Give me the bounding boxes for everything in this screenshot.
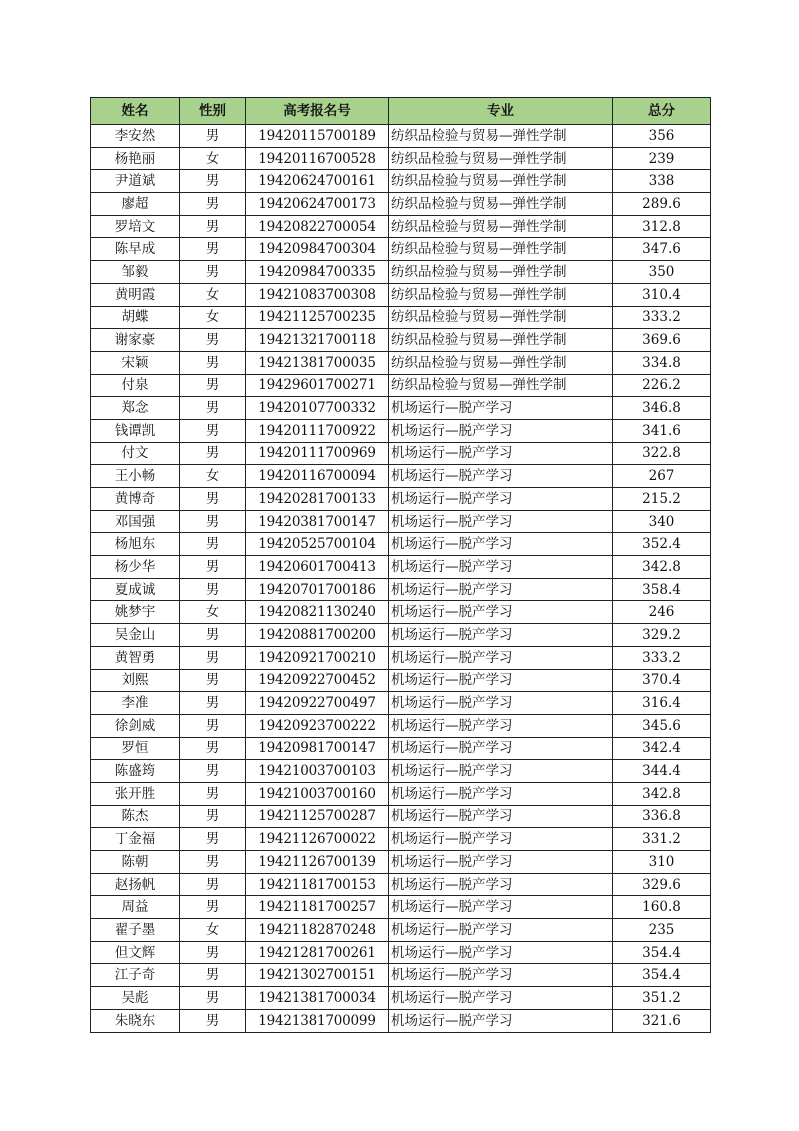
cell-gender: 女 [180, 465, 246, 488]
cell-gender: 女 [180, 147, 246, 170]
cell-exam-id: 19420624700173 [246, 193, 389, 216]
cell-gender: 男 [180, 851, 246, 874]
table-row [91, 987, 711, 1010]
cell-gender: 男 [180, 397, 246, 420]
table-row [91, 873, 711, 896]
cell-major: 机场运行—脱产学习 [389, 805, 613, 828]
cell-exam-id: 19420624700161 [246, 170, 389, 193]
table-row [91, 510, 711, 533]
cell-score: 346.8 [613, 397, 711, 420]
cell-score: 310 [613, 851, 711, 874]
cell-major: 机场运行—脱产学习 [389, 828, 613, 851]
cell-name: 黄博奇 [91, 488, 180, 511]
cell-score: 342.8 [613, 782, 711, 805]
cell-exam-id: 19420984700304 [246, 238, 389, 261]
table-row [91, 488, 711, 511]
cell-score: 331.2 [613, 828, 711, 851]
cell-major: 纺织品检验与贸易—弹性学制 [389, 147, 613, 170]
cell-major: 纺织品检验与贸易—弹性学制 [389, 193, 613, 216]
cell-major: 机场运行—脱产学习 [389, 510, 613, 533]
cell-score: 329.6 [613, 873, 711, 896]
cell-major: 机场运行—脱产学习 [389, 624, 613, 647]
cell-score: 226.2 [613, 374, 711, 397]
cell-gender: 男 [180, 215, 246, 238]
cell-major: 机场运行—脱产学习 [389, 601, 613, 624]
cell-major: 纺织品检验与贸易—弹性学制 [389, 374, 613, 397]
cell-name: 宋颖 [91, 351, 180, 374]
cell-major: 机场运行—脱产学习 [389, 941, 613, 964]
cell-major: 机场运行—脱产学习 [389, 1009, 613, 1032]
cell-score: 310.4 [613, 283, 711, 306]
cell-name: 徐剑威 [91, 714, 180, 737]
cell-name: 吴金山 [91, 624, 180, 647]
cell-major: 机场运行—脱产学习 [389, 987, 613, 1010]
cell-major: 机场运行—脱产学习 [389, 669, 613, 692]
cell-exam-id: 19429601700271 [246, 374, 389, 397]
table-row [91, 329, 711, 352]
cell-major: 机场运行—脱产学习 [389, 465, 613, 488]
cell-major: 机场运行—脱产学习 [389, 714, 613, 737]
cell-score: 329.2 [613, 624, 711, 647]
cell-gender: 男 [180, 714, 246, 737]
cell-exam-id: 19421182870248 [246, 919, 389, 942]
cell-name: 罗恒 [91, 737, 180, 760]
cell-major: 机场运行—脱产学习 [389, 964, 613, 987]
cell-score: 350 [613, 261, 711, 284]
cell-exam-id: 19420923700222 [246, 714, 389, 737]
cell-gender: 男 [180, 556, 246, 579]
cell-exam-id: 19421003700160 [246, 782, 389, 805]
table-row [91, 1009, 711, 1032]
cell-name: 姚梦宇 [91, 601, 180, 624]
cell-gender: 男 [180, 329, 246, 352]
table-row [91, 215, 711, 238]
table-row [91, 624, 711, 647]
cell-exam-id: 19421003700103 [246, 760, 389, 783]
cell-score: 369.6 [613, 329, 711, 352]
cell-score: 341.6 [613, 419, 711, 442]
cell-exam-id: 19421125700287 [246, 805, 389, 828]
cell-gender: 男 [180, 1009, 246, 1032]
cell-name: 杨少华 [91, 556, 180, 579]
cell-name: 黄明霞 [91, 283, 180, 306]
cell-score: 312.8 [613, 215, 711, 238]
cell-name: 江子奇 [91, 964, 180, 987]
cell-name: 胡蝶 [91, 306, 180, 329]
cell-major: 机场运行—脱产学习 [389, 556, 613, 579]
cell-exam-id: 19420281700133 [246, 488, 389, 511]
cell-gender: 男 [180, 351, 246, 374]
cell-score: 289.6 [613, 193, 711, 216]
cell-name: 朱晓东 [91, 1009, 180, 1032]
cell-name: 黄智勇 [91, 646, 180, 669]
cell-exam-id: 19420116700528 [246, 147, 389, 170]
cell-exam-id: 19420984700335 [246, 261, 389, 284]
cell-score: 356 [613, 125, 711, 148]
cell-name: 李安然 [91, 125, 180, 148]
cell-major: 纺织品检验与贸易—弹性学制 [389, 125, 613, 148]
cell-score: 322.8 [613, 442, 711, 465]
table-row [91, 193, 711, 216]
cell-name: 钱谭凯 [91, 419, 180, 442]
cell-name: 付泉 [91, 374, 180, 397]
cell-exam-id: 19420601700413 [246, 556, 389, 579]
cell-major: 机场运行—脱产学习 [389, 896, 613, 919]
cell-name: 刘熙 [91, 669, 180, 692]
cell-name: 谢家豪 [91, 329, 180, 352]
cell-exam-id: 19420981700147 [246, 737, 389, 760]
cell-gender: 男 [180, 737, 246, 760]
table-row [91, 419, 711, 442]
cell-exam-id: 19421381700035 [246, 351, 389, 374]
table-row [91, 760, 711, 783]
table-row [91, 782, 711, 805]
cell-name: 尹道斌 [91, 170, 180, 193]
cell-name: 付文 [91, 442, 180, 465]
cell-major: 纺织品检验与贸易—弹性学制 [389, 351, 613, 374]
table-row [91, 306, 711, 329]
cell-major: 机场运行—脱产学习 [389, 737, 613, 760]
cell-score: 336.8 [613, 805, 711, 828]
cell-score: 160.8 [613, 896, 711, 919]
cell-exam-id: 19420881700200 [246, 624, 389, 647]
cell-gender: 女 [180, 601, 246, 624]
cell-gender: 男 [180, 873, 246, 896]
cell-gender: 男 [180, 238, 246, 261]
table-row [91, 669, 711, 692]
cell-score: 239 [613, 147, 711, 170]
cell-major: 纺织品检验与贸易—弹性学制 [389, 306, 613, 329]
header-major: 专业 [389, 98, 613, 125]
cell-name: 郑念 [91, 397, 180, 420]
cell-exam-id: 19421281700261 [246, 941, 389, 964]
cell-gender: 男 [180, 692, 246, 715]
cell-exam-id: 19420922700497 [246, 692, 389, 715]
cell-score: 333.2 [613, 646, 711, 669]
cell-name: 陈朝 [91, 851, 180, 874]
cell-gender: 男 [180, 760, 246, 783]
cell-exam-id: 19420921700210 [246, 646, 389, 669]
cell-exam-id: 19420701700186 [246, 578, 389, 601]
cell-name: 杨旭东 [91, 533, 180, 556]
header-score: 总分 [613, 98, 711, 125]
cell-name: 张开胜 [91, 782, 180, 805]
header-exam-id: 高考报名号 [246, 98, 389, 125]
table-row [91, 442, 711, 465]
cell-major: 纺织品检验与贸易—弹性学制 [389, 283, 613, 306]
cell-major: 纺织品检验与贸易—弹性学制 [389, 170, 613, 193]
cell-gender: 男 [180, 896, 246, 919]
cell-name: 罗培文 [91, 215, 180, 238]
table-row [91, 896, 711, 919]
cell-score: 246 [613, 601, 711, 624]
cell-score: 334.8 [613, 351, 711, 374]
cell-name: 李准 [91, 692, 180, 715]
cell-score: 370.4 [613, 669, 711, 692]
cell-name: 邹毅 [91, 261, 180, 284]
table-row [91, 147, 711, 170]
cell-exam-id: 19421381700034 [246, 987, 389, 1010]
cell-score: 352.4 [613, 533, 711, 556]
cell-score: 351.2 [613, 987, 711, 1010]
cell-major: 机场运行—脱产学习 [389, 419, 613, 442]
cell-gender: 女 [180, 306, 246, 329]
cell-major: 机场运行—脱产学习 [389, 488, 613, 511]
cell-name: 杨艳丽 [91, 147, 180, 170]
cell-score: 333.2 [613, 306, 711, 329]
cell-gender: 男 [180, 669, 246, 692]
cell-name: 陈早成 [91, 238, 180, 261]
table-row [91, 941, 711, 964]
cell-exam-id: 19420111700922 [246, 419, 389, 442]
cell-exam-id: 19420111700969 [246, 442, 389, 465]
cell-gender: 女 [180, 919, 246, 942]
cell-score: 358.4 [613, 578, 711, 601]
cell-exam-id: 19421126700022 [246, 828, 389, 851]
cell-name: 丁金福 [91, 828, 180, 851]
cell-name: 陈盛筠 [91, 760, 180, 783]
cell-major: 纺织品检验与贸易—弹性学制 [389, 215, 613, 238]
cell-gender: 男 [180, 374, 246, 397]
cell-major: 机场运行—脱产学习 [389, 533, 613, 556]
cell-exam-id: 19420381700147 [246, 510, 389, 533]
cell-name: 赵扬帆 [91, 873, 180, 896]
cell-gender: 男 [180, 987, 246, 1010]
cell-gender: 男 [180, 624, 246, 647]
header-gender: 性别 [180, 98, 246, 125]
cell-major: 纺织品检验与贸易—弹性学制 [389, 329, 613, 352]
table-row [91, 919, 711, 942]
cell-gender: 男 [180, 782, 246, 805]
cell-exam-id: 19420115700189 [246, 125, 389, 148]
cell-gender: 男 [180, 170, 246, 193]
cell-name: 王小畅 [91, 465, 180, 488]
cell-name: 周益 [91, 896, 180, 919]
cell-major: 机场运行—脱产学习 [389, 782, 613, 805]
cell-score: 344.4 [613, 760, 711, 783]
cell-gender: 男 [180, 964, 246, 987]
cell-exam-id: 19421381700099 [246, 1009, 389, 1032]
cell-gender: 男 [180, 941, 246, 964]
cell-exam-id: 19420525700104 [246, 533, 389, 556]
cell-score: 340 [613, 510, 711, 533]
cell-name: 翟子墨 [91, 919, 180, 942]
table-row [91, 601, 711, 624]
table-row [91, 397, 711, 420]
table-row [91, 556, 711, 579]
cell-major: 纺织品检验与贸易—弹性学制 [389, 261, 613, 284]
cell-exam-id: 19420822700054 [246, 215, 389, 238]
header-name: 姓名 [91, 98, 180, 125]
cell-name: 但文辉 [91, 941, 180, 964]
cell-exam-id: 19420116700094 [246, 465, 389, 488]
cell-score: 338 [613, 170, 711, 193]
cell-exam-id: 19421302700151 [246, 964, 389, 987]
table-row [91, 533, 711, 556]
cell-exam-id: 19421181700153 [246, 873, 389, 896]
table-row [91, 125, 711, 148]
cell-gender: 男 [180, 193, 246, 216]
cell-exam-id: 19421181700257 [246, 896, 389, 919]
cell-gender: 男 [180, 488, 246, 511]
cell-major: 机场运行—脱产学习 [389, 578, 613, 601]
table-row [91, 351, 711, 374]
cell-exam-id: 19421321700118 [246, 329, 389, 352]
cell-major: 纺织品检验与贸易—弹性学制 [389, 238, 613, 261]
cell-gender: 男 [180, 510, 246, 533]
cell-exam-id: 19420821130240 [246, 601, 389, 624]
cell-major: 机场运行—脱产学习 [389, 646, 613, 669]
cell-major: 机场运行—脱产学习 [389, 692, 613, 715]
table-row [91, 578, 711, 601]
admission-score-table [90, 97, 711, 1033]
cell-exam-id: 19420922700452 [246, 669, 389, 692]
table-row [91, 851, 711, 874]
cell-name: 吴彪 [91, 987, 180, 1010]
cell-score: 347.6 [613, 238, 711, 261]
table-row [91, 374, 711, 397]
table-row [91, 646, 711, 669]
cell-score: 345.6 [613, 714, 711, 737]
cell-major: 机场运行—脱产学习 [389, 919, 613, 942]
cell-major: 机场运行—脱产学习 [389, 397, 613, 420]
cell-gender: 男 [180, 646, 246, 669]
table-row [91, 714, 711, 737]
cell-score: 354.4 [613, 941, 711, 964]
cell-gender: 男 [180, 442, 246, 465]
cell-score: 235 [613, 919, 711, 942]
cell-gender: 男 [180, 805, 246, 828]
cell-name: 陈杰 [91, 805, 180, 828]
cell-major: 机场运行—脱产学习 [389, 873, 613, 896]
table-row [91, 737, 711, 760]
cell-name: 廖超 [91, 193, 180, 216]
cell-gender: 男 [180, 578, 246, 601]
cell-exam-id: 19420107700332 [246, 397, 389, 420]
cell-gender: 女 [180, 283, 246, 306]
cell-exam-id: 19421126700139 [246, 851, 389, 874]
cell-score: 342.4 [613, 737, 711, 760]
table-row [91, 828, 711, 851]
table-row [91, 964, 711, 987]
cell-score: 342.8 [613, 556, 711, 579]
cell-exam-id: 19421125700235 [246, 306, 389, 329]
cell-score: 215.2 [613, 488, 711, 511]
table-body [91, 125, 711, 1033]
cell-gender: 男 [180, 125, 246, 148]
cell-gender: 男 [180, 533, 246, 556]
cell-score: 267 [613, 465, 711, 488]
table-row [91, 283, 711, 306]
cell-score: 321.6 [613, 1009, 711, 1032]
cell-major: 机场运行—脱产学习 [389, 760, 613, 783]
table-row [91, 692, 711, 715]
table-row [91, 170, 711, 193]
table-row [91, 238, 711, 261]
cell-gender: 男 [180, 419, 246, 442]
cell-exam-id: 19421083700308 [246, 283, 389, 306]
cell-score: 316.4 [613, 692, 711, 715]
cell-gender: 男 [180, 828, 246, 851]
table-row [91, 261, 711, 284]
cell-major: 机场运行—脱产学习 [389, 442, 613, 465]
cell-major: 机场运行—脱产学习 [389, 851, 613, 874]
cell-name: 夏成诚 [91, 578, 180, 601]
cell-name: 邓国强 [91, 510, 180, 533]
table-header-row [91, 98, 711, 125]
table-row [91, 805, 711, 828]
table-row [91, 465, 711, 488]
cell-score: 354.4 [613, 964, 711, 987]
cell-gender: 男 [180, 261, 246, 284]
